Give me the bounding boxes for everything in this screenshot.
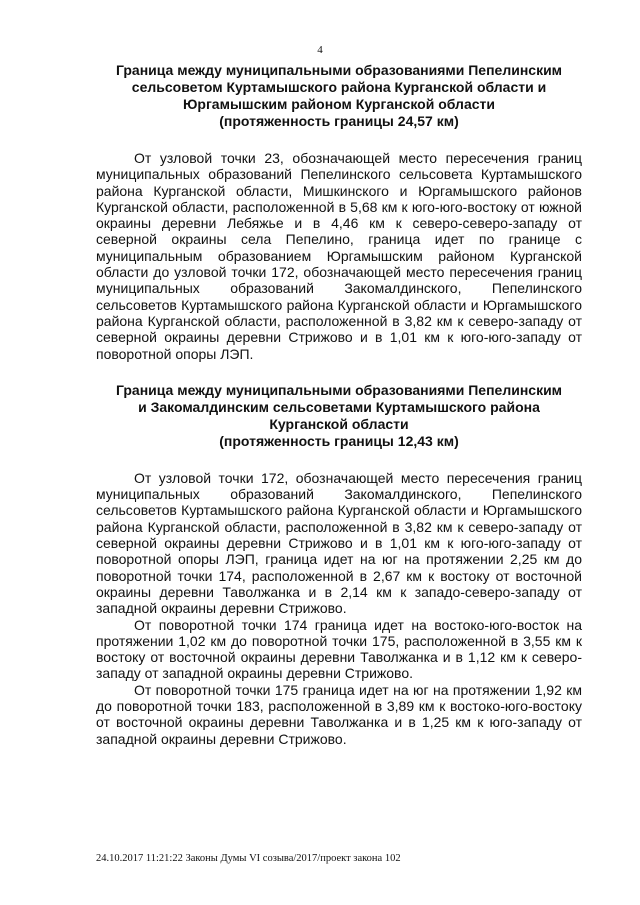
- document-body: [96, 62, 582, 747]
- section2-heading-line: и Закомалдинским сельсоветами Куртамышского района: [138, 398, 540, 415]
- section1-heading-line: Граница между муниципальными образованиями Пепелинским: [115, 62, 563, 78]
- section2-paragraph: От узловой точки 172, обозначающей место пересечения границ муниципальных образований Закомалдинского, Пепелинского сельсоветов Куртамышского района Курганской области и Юргамышского района Курганской области, расположенной в 3,82 км к северо-западу от северной окраины деревни Стрижово и в 1,01 км к юго-юго-западу от поворотной опоры ЛЭП, граница идет на юг на протяжении 2,25 км до поворотной точки 174, расположенной в 2,67 км к востоку от восточной окраины деревни Таволжанка и в 2,14 км к западо-северо-западу от западной окраины деревни Стрижово.: [96, 469, 582, 617]
- section2-heading: [96, 382, 582, 450]
- section1-heading-line: (протяженность границы 24,57 км): [219, 113, 459, 129]
- document-footer: 24.10.2017 11:21:22 Законы Думы VI созыва/2017/проект закона 102: [96, 853, 401, 864]
- section2-heading-line: Граница между муниципальными образованиями Пепелинским: [115, 381, 563, 398]
- section1-heading-line: Юргамышским районом Курганской области: [182, 96, 495, 112]
- section1-paragraph: От узловой точки 23, обозначающей место пересечения границ муниципальных образований Пепелинского сельсовета Куртамышского района Курганской области, Мишкинского и Юргамышского районов Курганской области, расположенной в 5,68 км к юго-юго-востоку от южной окраины деревни Лебяжье и в 4,46 км к северо-северо-западу от северной окраины села Пепелино, граница идет по границе с муниципальным образованием Юргамышским районом Курганской области до узловой точки 172, обозначающей место пересечения границ муниципальных образований Закомалдинского, Пепелинского сельсоветов Куртамышского района Курганской области и Юргамышского района Курганской области, расположенной в 3,82 км к северо-западу от северной окраины деревни Стрижово и в 1,01 км к юго-юго-западу от поворотной опоры ЛЭП.: [96, 150, 582, 362]
- section2-heading-line: Курганской области: [269, 415, 409, 432]
- section1-heading-line: сельсоветом Куртамышского района Курганской области и: [131, 79, 547, 95]
- section1-heading: [96, 62, 582, 130]
- section2-heading-line: (протяженность границы 12,43 км): [219, 432, 459, 449]
- section2-paragraph: От поворотной точки 174 граница идет на востоко-юго-восток на протяжении 1,02 км до поворотной точки 175, расположенной в 3,55 км к востоку от восточной окраины деревни Таволжанка и в 1,12 км к северо-западу от западной окраины деревни Стрижово.: [96, 616, 582, 682]
- page-number: 4: [317, 44, 323, 56]
- section2-paragraph: От поворотной точки 175 граница идет на юг на протяжении 1,92 км до поворотной точки 183, расположенной в 3,89 км к востоко-юго-востоку от восточной окраины деревни Таволжанка и в 1,25 км к юго-западу от западной окраины деревни Стрижово.: [96, 681, 582, 747]
